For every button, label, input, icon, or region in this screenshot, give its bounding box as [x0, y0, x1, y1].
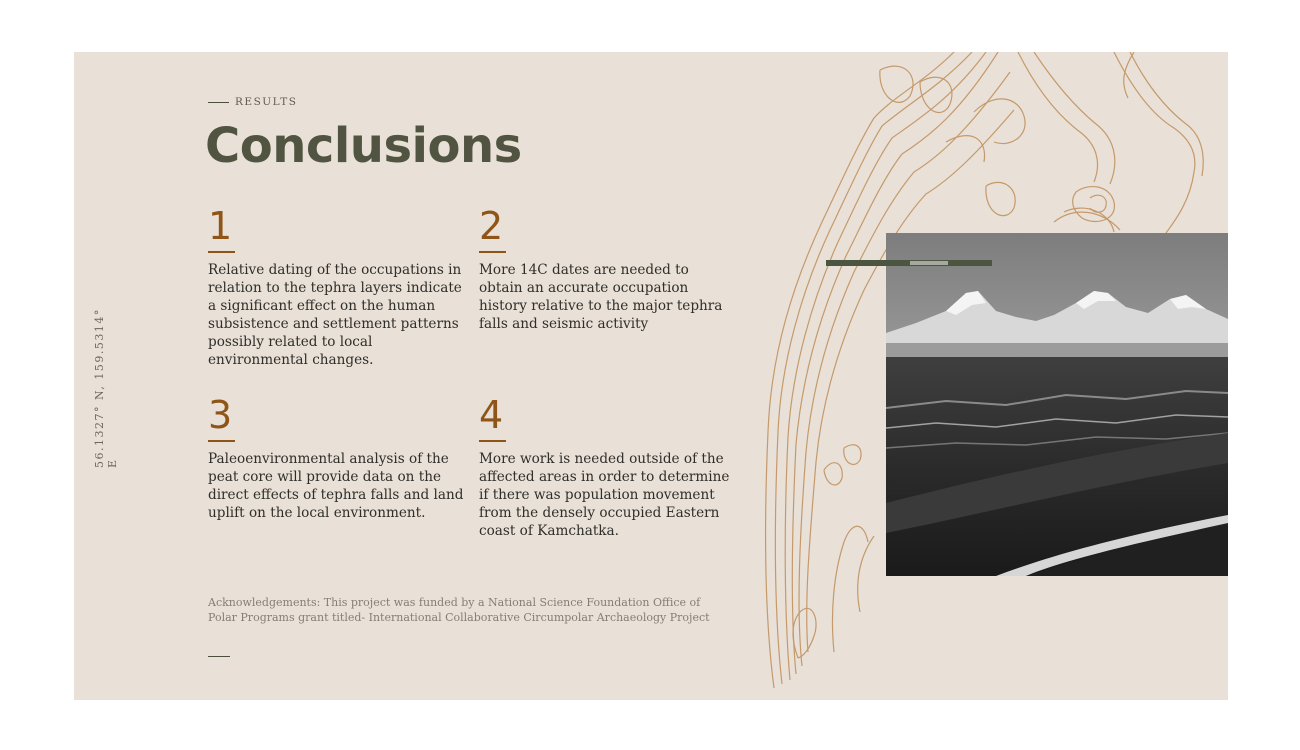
conclusion-text: Paleoenvironmental analysis of the peat core will provide data on the direct effects of tephra falls and land uplift on the local environment.	[208, 451, 464, 521]
conclusion-text: Relative dating of the occupations in relation to the tephra layers indicate a significant effect on the human subsistence and settlement patterns possibly related to local environmental changes.	[208, 262, 462, 368]
conclusion-text: More work is needed outside of the affected areas in order to determine if there was population movement from the densely occupied Eastern coast of Kamchatka.	[479, 451, 730, 539]
conclusion-item-1	[208, 204, 464, 369]
number-underline	[208, 440, 235, 442]
eyebrow-label: RESULTS	[235, 96, 298, 108]
number-underline	[208, 251, 235, 253]
conclusion-number: 4	[479, 393, 504, 437]
number-underline	[479, 251, 506, 253]
section-eyebrow	[208, 96, 297, 108]
conclusion-item-4	[479, 393, 735, 540]
conclusion-item-3	[208, 393, 464, 522]
conclusion-number: 1	[208, 204, 233, 248]
slide-title: Conclusions	[205, 118, 522, 174]
eyebrow-rule	[208, 102, 229, 103]
conclusion-number: 2	[479, 204, 504, 248]
footer-rule	[208, 656, 230, 657]
number-underline	[479, 440, 506, 442]
accent-bar	[826, 260, 992, 266]
conclusion-number: 3	[208, 393, 233, 437]
kamchatka-landscape-photo	[886, 233, 1228, 576]
acknowledgements: Acknowledgements: This project was funded by a National Science Foundation Office of Polar Programs grant titled- International Collaborative Circumpolar Archaeology Project	[208, 596, 710, 624]
slide	[74, 52, 1228, 700]
coordinates-label: 56.1327° N, 159.5314° E	[93, 308, 119, 468]
accent-bar-segment	[910, 261, 948, 265]
conclusion-item-2	[479, 204, 735, 333]
conclusion-text: More 14C dates are needed to obtain an accurate occupation history relative to the major tephra falls and seismic activity	[479, 262, 723, 332]
